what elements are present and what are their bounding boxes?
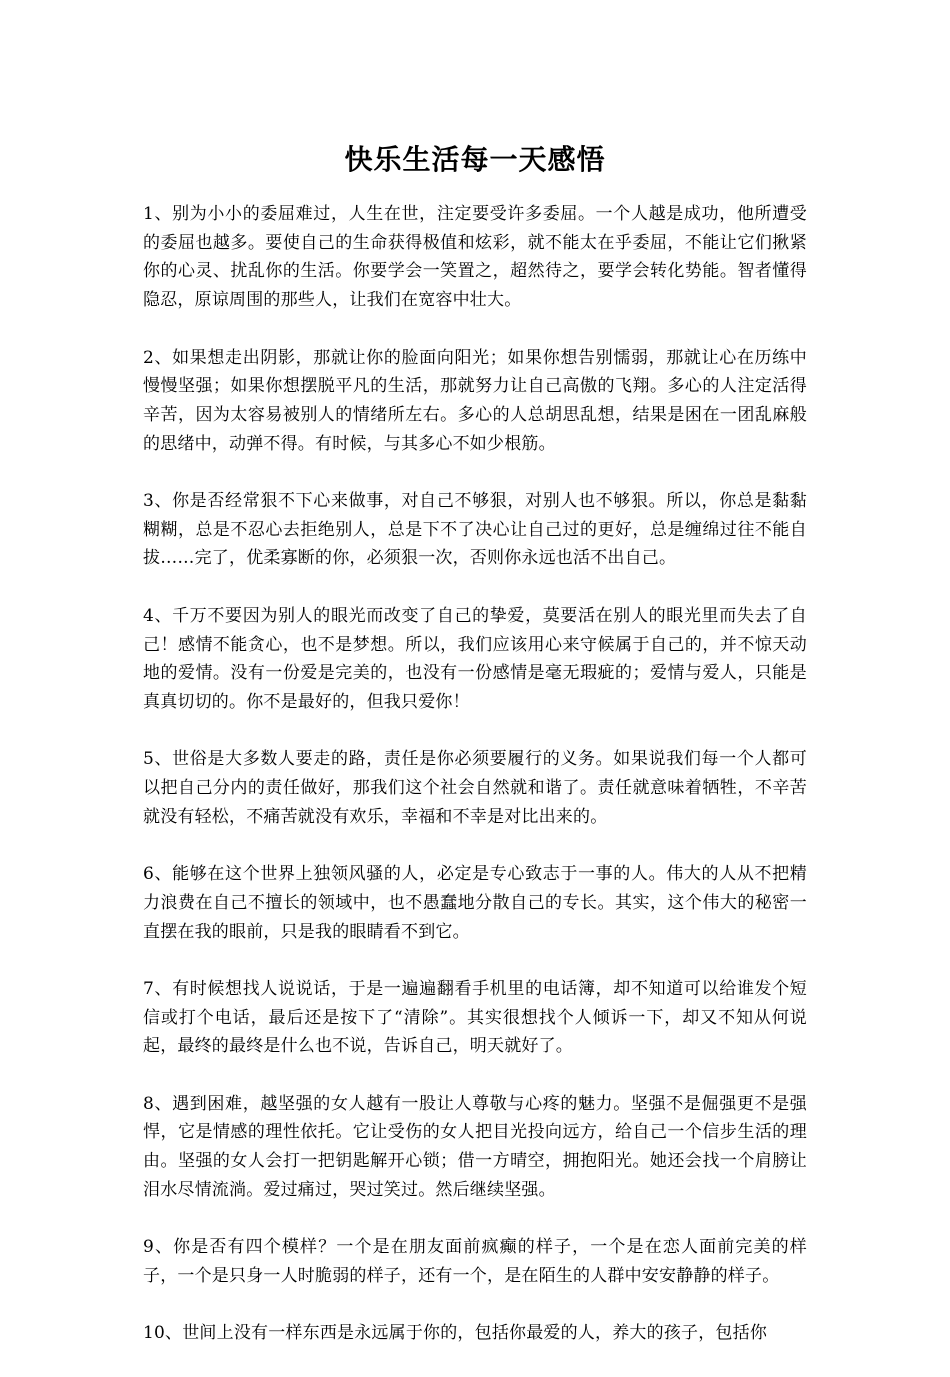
paragraph-3: 3、你是否经常狠不下心来做事，对自己不够狠，对别人也不够狠。所以，你总是黏黏糊糊，总是不忍心去拒绝别人，总是下不了决心让自己过的更好，总是缠绵过往不能自拔……完了，优柔寡断的你，必须狠一次，否则你永远也活不出自己。 xyxy=(143,491,807,569)
paragraph-8: 8、遇到困难，越坚强的女人越有一股让人尊敬与心疼的魅力。坚强不是倔强更不是强悍，它是情感的理性依托。它让受伤的女人把目光投向远方，给自己一个信步生活的理由。坚强的女人会打一把钥匙解开心锁；借一方晴空，拥抱阳光。她还会找一个肩膀让泪水尽情流淌。爱过痛过，哭过笑过。然后继续坚强。 xyxy=(143,1093,807,1200)
paragraph-10: 10、世间上没有一样东西是永远属于你的，包括你最爱的人，养大的孩子，包括你 xyxy=(143,1323,768,1344)
document-body xyxy=(143,200,807,1377)
page-title: 快乐生活每一天感悟 xyxy=(344,143,606,176)
paragraph-4: 4、千万不要因为别人的眼光而改变了自己的挚爱，莫要活在别人的眼光里而失去了自己！感情不能贪心，也不是梦想。所以，我们应该用心来守候属于自己的，并不惊天动地的爱情。没有一份爱是完美的，也没有一份感情是毫无瑕疵的；爱情与爱人，只能是真真切切的。你不是最好的，但我只爱你！ xyxy=(143,605,807,712)
paragraph-7: 7、有时候想找人说说话，于是一遍遍翻看手机里的电话簿，却不知道可以给谁发个短信或打个电话，最后还是按下了“清除”。其实很想找个人倾诉一下，却又不知从何说起，最终的最终是什么也不说，告诉自己，明天就好了。 xyxy=(143,978,807,1057)
paragraph-1: 1、别为小小的委屈难过，人生在世，注定要受许多委屈。一个人越是成功，他所遭受的委屈也越多。要使自己的生命获得极值和炫彩，就不能太在乎委屈，不能让它们揪紧你的心灵、扰乱你的生活。你要学会一笑置之，超然待之，要学会转化势能。智者懂得隐忍，原谅周围的那些人，让我们在宽容中壮大。 xyxy=(143,204,807,311)
paragraph-9: 9、你是否有四个模样？一个是在朋友面前疯癫的样子，一个是在恋人面前完美的样子，一个是只身一人时脆弱的样子，还有一个，是在陌生的人群中安安静静的样子。 xyxy=(143,1237,807,1286)
paragraph-6: 6、能够在这个世界上独领风骚的人，必定是专心致志于一事的人。伟大的人从不把精力浪费在自己不擅长的领域中，也不愚蠢地分散自己的专长。其实，这个伟大的秘密一直摆在我的眼前，只是我的眼睛看不到它。 xyxy=(143,864,807,942)
paragraph-5: 5、世俗是大多数人要走的路，责任是你必须要履行的义务。如果说我们每一个人都可以把自己分内的责任做好，那我们这个社会自然就和谐了。责任就意味着牺牲，不辛苦就没有轻松，不痛苦就没有欢乐，幸福和不幸是对比出来的。 xyxy=(143,749,807,827)
paragraph-2: 2、如果想走出阴影，那就让你的脸面向阳光；如果你想告别懦弱，那就让心在历练中慢慢坚强；如果你想摆脱平凡的生活，那就努力让自己高傲的飞翔。多心的人注定活得辛苦，因为太容易被别人的情绪所左右。多心的人总胡思乱想，结果是困在一团乱麻般的思绪中，动弹不得。有时候，与其多心不如少根筋。 xyxy=(143,347,807,454)
